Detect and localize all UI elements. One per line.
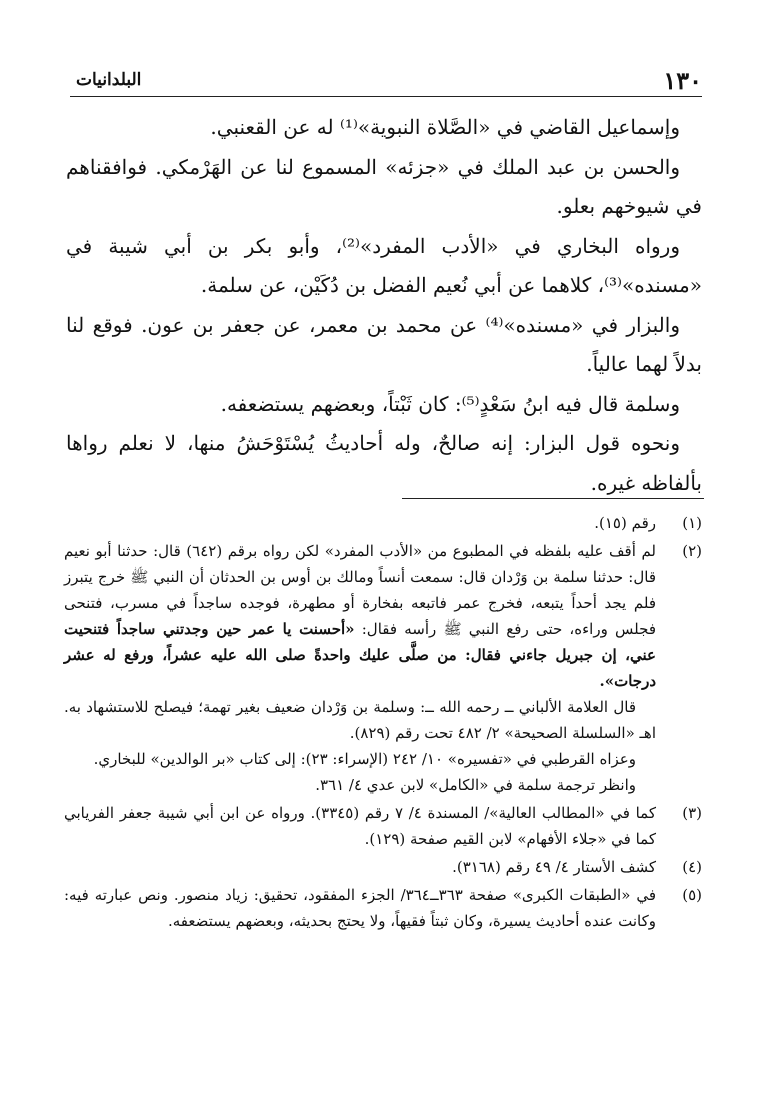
footnote-number: (٤)	[682, 858, 702, 876]
footnote-number: (١)	[682, 514, 702, 532]
paragraph-4: والبزار في «مسنده»⁽⁴⁾ عن محمد بن معمر، عن جعفر بن عون. فوقع لنا بدلاً لهما عالياً.	[66, 312, 702, 376]
footnote-2	[64, 538, 702, 798]
footnote-number: (٢)	[682, 542, 702, 560]
footnote-number: (٥)	[682, 886, 702, 904]
running-title: البلدانيات	[76, 70, 142, 90]
footnote-text: لم أقف عليه بلفظه في المطبوع من «الأدب المفرد» لكن رواه برقم (٦٤٢) قال: حدثنا أبو نعيم قال: حدثنا سلمة بن وَرْدان قال: سمعت أنساً ومالك بن أوس بن الحدثان أن النبي ﷺ خرج يتبرز فلم يجد أحداً يتبعه، فخرج عمر فاتبعه بفخارة أو مطهرة، فوجده ساجداً في مسرب، فتنحى فجلس وراءه، حتى رفع النبي ﷺ رأسه فقال:	[64, 542, 656, 638]
footnote-text: كما في «المطالب العالية»/ المسندة ٤/ ٧ رقم (٣٣٤٥). ورواه عن ابن أبي شيبة جعفر الفريابي كما في «جلاء الأفهام» لابن القيم صفحة (١٢٩).	[64, 804, 656, 848]
page-header	[76, 66, 702, 94]
footnote-number: (٣)	[682, 804, 702, 822]
paragraph-3: ورواه البخاري في «الأدب المفرد»⁽²⁾، وأبو بكر بن أبي شيبة في «مسنده»⁽³⁾، كلاهما عن أبي نُعيم الفضل بن دُكَيْن، عن سلمة.	[66, 233, 702, 297]
footnote-4	[64, 854, 702, 880]
page-number: ١٣٠	[663, 66, 702, 95]
albani-comment: قال العلامة الألباني ــ رحمه الله ــ: وسلمة بن وَرْدان ضعيف بغير تهمة؛ فيصلح للاستشهاد به. اهـ «السلسلة الصحيحة» ٢/ ٤٨٢ تحت رقم (٨٢٩).	[64, 698, 656, 742]
header-rule	[70, 96, 702, 97]
footnote-3	[64, 800, 702, 852]
paragraph-5: وسلمة قال فيه ابنُ سَعْدٍ⁽⁵⁾: كان ثَبْتاً، وبعضهم يستضعفه.	[220, 391, 680, 416]
kamil-reference: وانظر ترجمة سلمة في «الكامل» لابن عدي ٤/ ٣٦١.	[315, 776, 636, 794]
footnote-text: في «الطبقات الكبرى» صفحة ٣٦٣ــ٣٦٤/ الجزء المفقود، تحقيق: زياد منصور. ونص عبارته فيه: وكانت عنده أحاديث يسيرة، وكان ثبتاً فقيهاً، ولا يحتج بحديثه، وبعضهم يستضعفه.	[64, 886, 656, 930]
paragraph-2: والحسن بن عبد الملك في «جزئه» المسموع لنا عن الهَرْمكي. فوافقناهم في شيوخهم بعلو.	[66, 154, 702, 218]
hadith-quote: «أحسنت يا عمر حين وجدتني ساجداً فتنحيت عني، إن جبريل جاءني فقال: من صلَّى عليك واحدةً صلى الله عليه عشراً، ورفع له عشر درجات».	[64, 620, 656, 690]
footnote-1	[64, 510, 702, 536]
paragraph-1: وإسماعيل القاضي في «الصَّلاة النبوية»⁽¹⁾ له عن القعنبي.	[210, 115, 680, 139]
footnote-5	[64, 882, 702, 934]
footnote-text: كشف الأستار ٤/ ٤٩ رقم (٣١٦٨).	[452, 858, 656, 876]
main-text	[66, 108, 702, 503]
qurtubi-reference: وعزاه القرطبي في «تفسيره» ١٠/ ٢٤٢ (الإسراء: ٢٣): إلى كتاب «بر الوالدين» للبخاري.	[93, 750, 636, 768]
footnotes	[64, 510, 702, 936]
footnote-separator	[402, 498, 704, 499]
paragraph-6: ونحوه قول البزار: إنه صالحٌ، وله أحاديثُ يُسْتَوْحَشُ منها، لا نعلم رواها بألفاظه غيره.	[66, 431, 702, 495]
footnote-text: رقم (١٥).	[594, 514, 656, 532]
